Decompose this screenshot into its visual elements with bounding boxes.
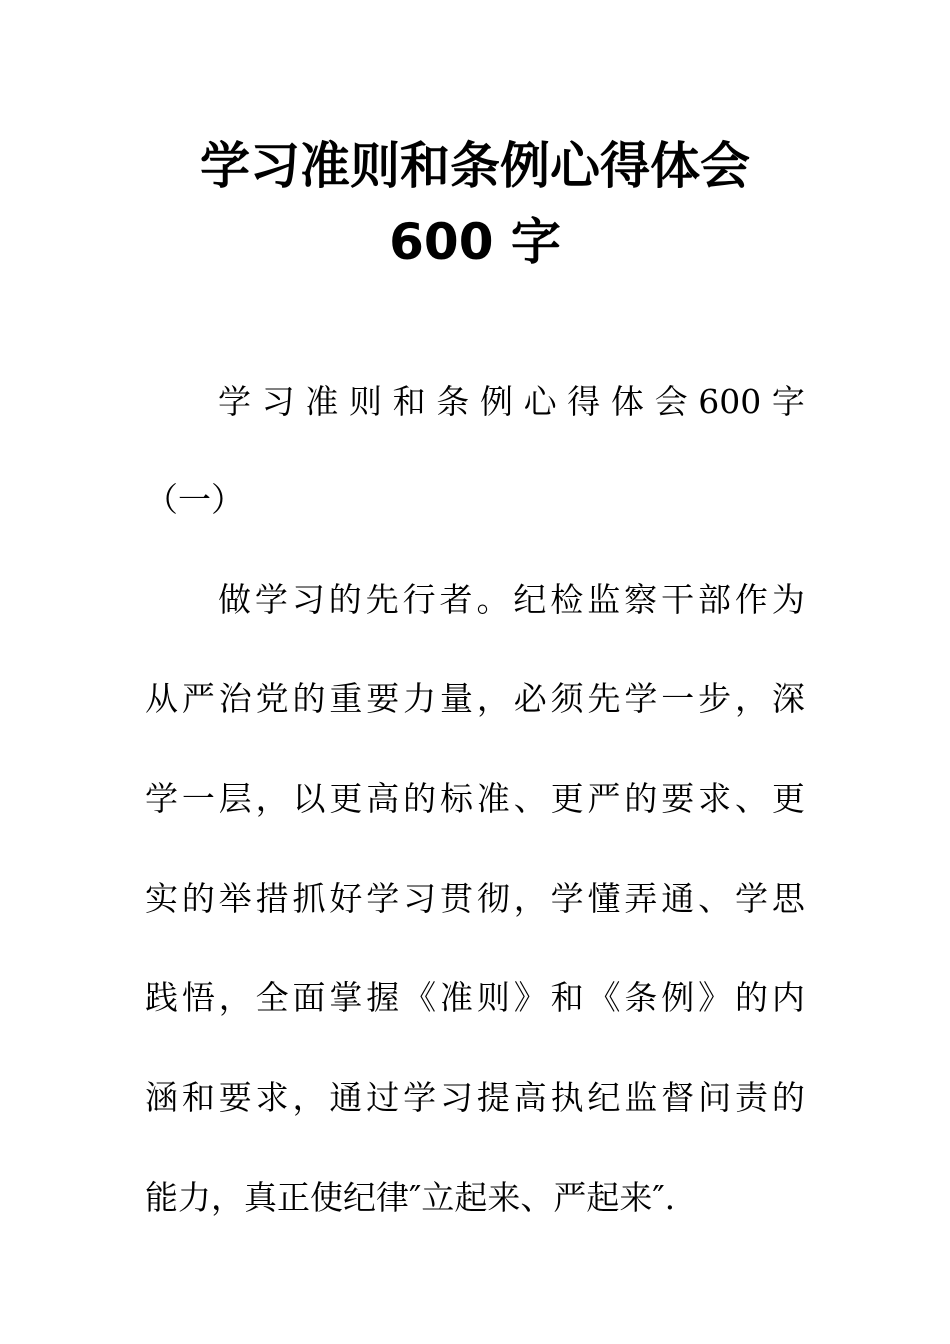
paragraph-line-7: 能力，真正使纪律″立起来、严起来″.: [145, 1178, 676, 1217]
paragraph-line-3: 学 一 层 ， 以 更 高 的 标 准 、 更 严 的 要 求 、 更: [145, 779, 805, 818]
paragraph-line-1: 做 学 习 的 先 行 者 。 纪 检 监 察 干 部 作 为: [218, 580, 805, 619]
paragraph-line-4: 实 的 举 措 抓 好 学 习 贯 彻 ， 学 懂 弄 通 、 学 思: [145, 879, 805, 918]
paragraph-line-5: 践 悟 ， 全 面 掌 握 《 准 则 》 和 《 条 例 》 的 内: [145, 978, 805, 1017]
paragraph-line-2: 从 严 治 党 的 重 要 力 量 ， 必 须 先 学 一 步 ， 深: [145, 679, 805, 718]
document-title-line-1: 学习准则和条例心得体会: [200, 137, 750, 195]
section-heading-line-1: 学 习 准 则 和 条 例 心 得 体 会 600 字: [218, 382, 805, 421]
document-title-line-2: 600 字: [389, 213, 561, 271]
section-heading-line-2: （一）: [145, 480, 244, 519]
paragraph-line-6: 涵 和 要 求 ， 通 过 学 习 提 高 执 纪 监 督 问 责 的: [145, 1078, 805, 1117]
